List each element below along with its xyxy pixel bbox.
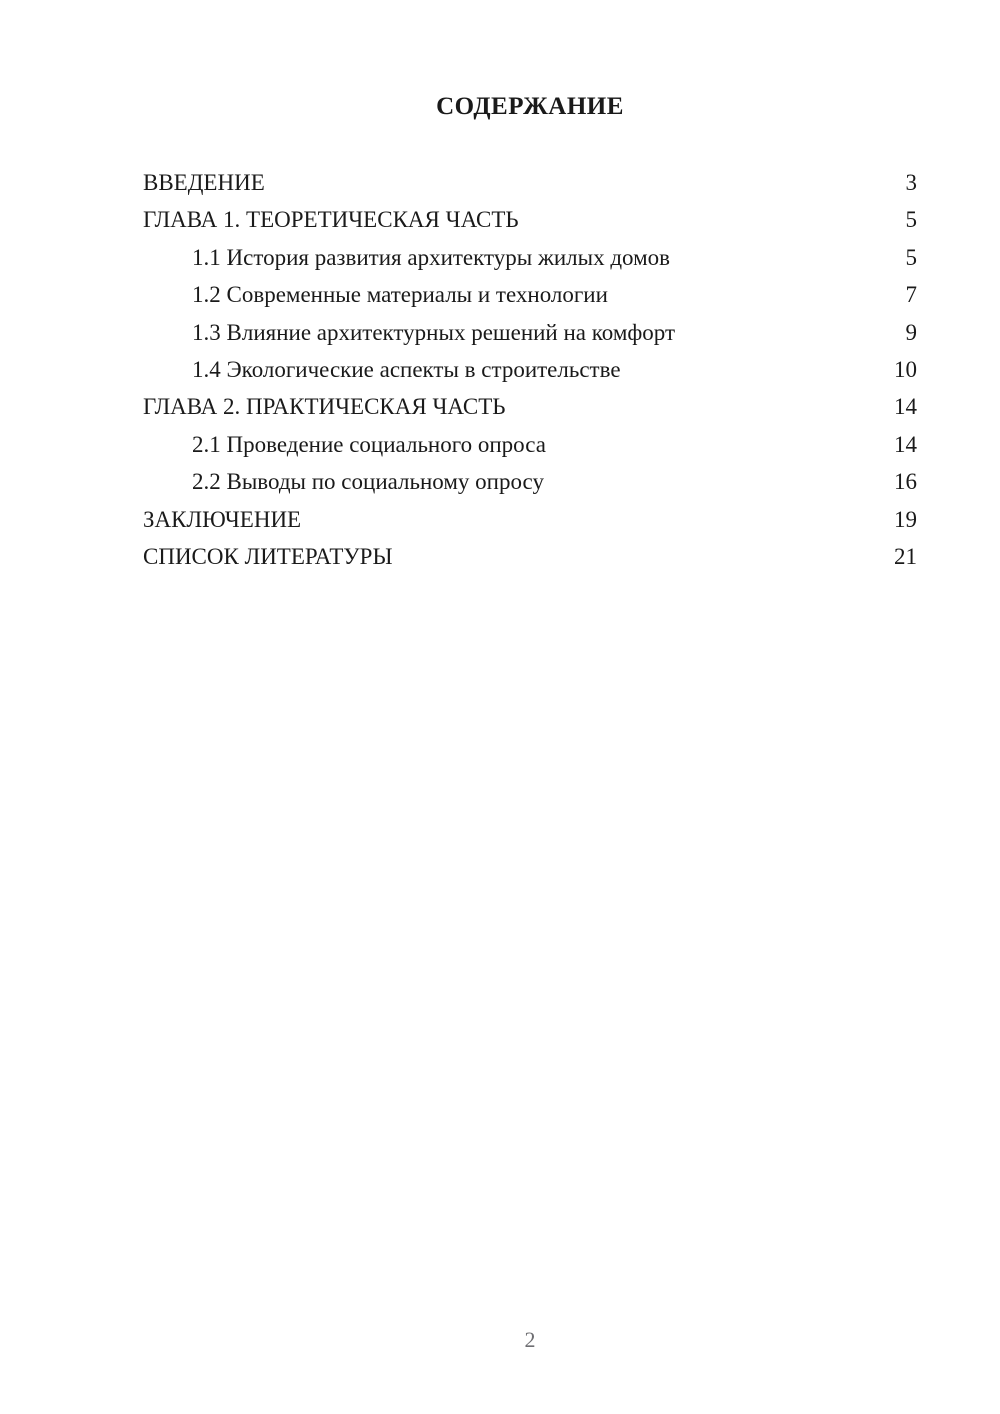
toc-entry-page-number: 14 xyxy=(894,431,917,457)
toc-entry-label: СПИСОК ЛИТЕРАТУРЫ xyxy=(143,544,393,570)
toc-entry-page-number: 16 xyxy=(894,469,917,495)
toc-entry xyxy=(143,201,917,238)
toc-entry-label: 1.1 История развития архитектуры жилых домов xyxy=(192,244,671,270)
toc-entry xyxy=(143,276,917,313)
toc-entry-label: 1.4 Экологические аспекты в строительстве xyxy=(192,357,621,383)
toc-entry xyxy=(143,388,917,425)
toc-entry-label: ЗАКЛЮЧЕНИЕ xyxy=(143,506,302,532)
toc-entry xyxy=(143,501,917,538)
toc-entry-page-number: 5 xyxy=(905,207,917,233)
toc-entry-page-number: 3 xyxy=(905,170,917,195)
toc-entry xyxy=(143,164,917,201)
toc-entry-label: ГЛАВА 2. ПРАКТИЧЕСКАЯ ЧАСТЬ xyxy=(143,394,506,420)
toc-entry xyxy=(143,239,917,276)
toc-entry-label: 1.3 Влияние архитектурных решений на комфорт xyxy=(192,319,676,345)
toc-entry-label: ГЛАВА 1. ТЕОРЕТИЧЕСКАЯ ЧАСТЬ xyxy=(143,207,519,233)
toc-entry-page-number: 9 xyxy=(905,319,917,345)
toc-entry-page-number: 10 xyxy=(894,357,917,383)
toc-entry-page-number: 21 xyxy=(894,544,917,570)
page-title: СОДЕРЖАНИЕ xyxy=(436,93,624,120)
page-number: 2 xyxy=(524,1327,536,1352)
toc-entry-label: ВВЕДЕНИЕ xyxy=(143,170,265,195)
toc-entry-page-number: 14 xyxy=(894,394,917,420)
toc-entry-label: 2.2 Выводы по социальному опросу xyxy=(192,469,544,495)
toc-entry xyxy=(143,426,917,463)
toc-entry-label: 2.1 Проведение социального опроса xyxy=(192,431,546,457)
toc-entry-page-number: 7 xyxy=(905,282,917,308)
toc-entry xyxy=(143,351,917,388)
page-content xyxy=(143,0,917,575)
toc-entry xyxy=(143,314,917,351)
toc-entry xyxy=(143,538,917,575)
toc-entry-page-number: 5 xyxy=(905,244,917,270)
toc-entry-page-number: 19 xyxy=(894,506,917,532)
toc-entry xyxy=(143,463,917,500)
toc-entry-label: 1.2 Современные материалы и технологии xyxy=(192,282,608,308)
table-of-contents xyxy=(143,164,917,575)
